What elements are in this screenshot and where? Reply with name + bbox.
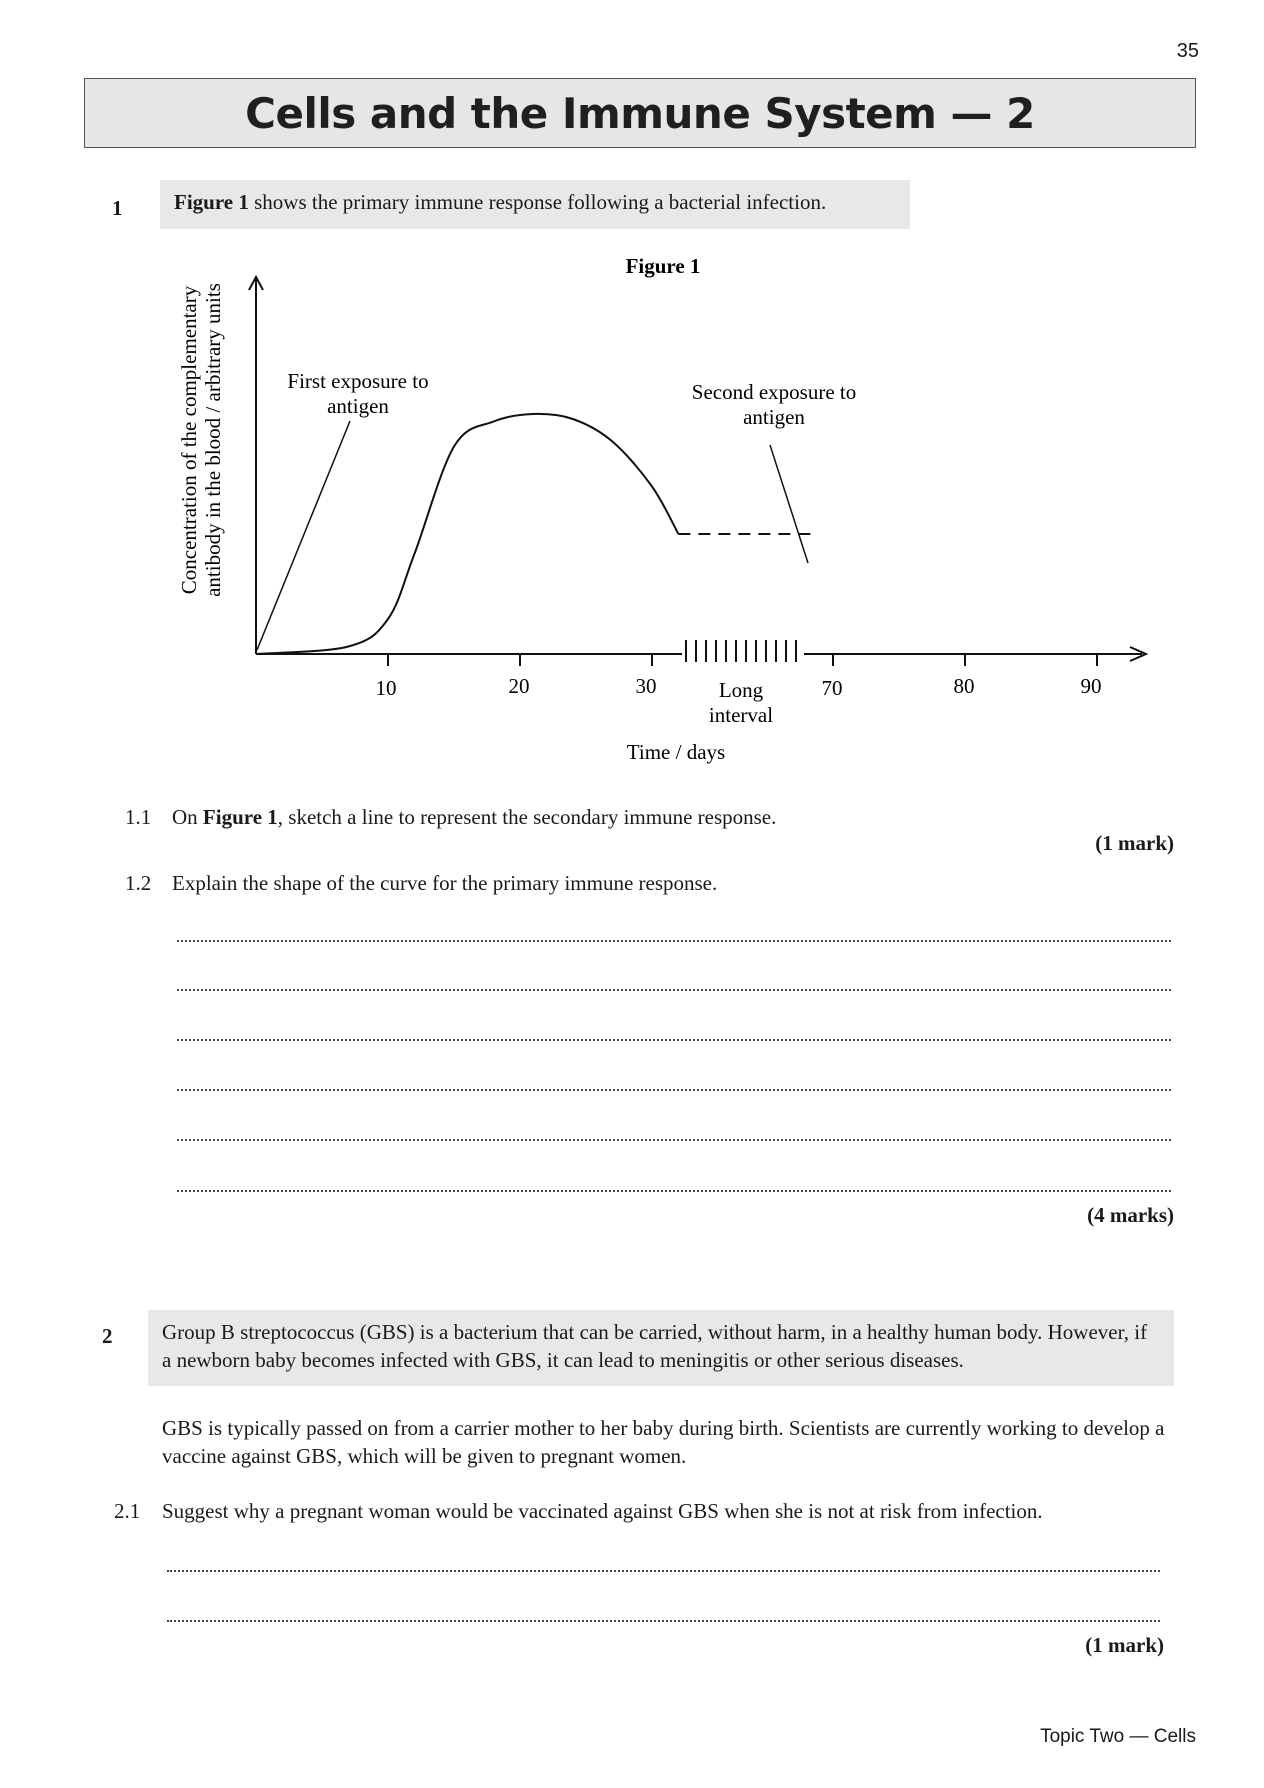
answer-line[interactable]	[177, 940, 1171, 942]
y-axis-label-line2: antibody in the blood / arbitrary units	[201, 283, 225, 597]
question-2-1-marks: (1 mark)	[1085, 1633, 1164, 1657]
gap-label-line2: interval	[708, 703, 774, 727]
answer-line[interactable]	[177, 1190, 1171, 1192]
question-2-1-text: Suggest why a pregnant woman would be vaccinated against GBS when she is not at risk from infection.	[162, 1499, 1043, 1523]
question-1-2-marks: (4 marks)	[1087, 1203, 1174, 1227]
annotation-first-exposure-line2: antigen	[327, 394, 389, 418]
axis-break-marks	[686, 640, 796, 662]
chart-title: Figure 1	[625, 254, 701, 278]
x-tick-label: 80	[953, 674, 975, 698]
answer-line[interactable]	[177, 1039, 1171, 1041]
title-banner	[84, 78, 1196, 148]
question-1-1-text: On Figure 1, sketch a line to represent the secondary immune response.	[172, 805, 777, 829]
question-2-1-number: 2.1	[114, 1499, 141, 1523]
annotation-second-exposure-line2: antigen	[743, 405, 805, 429]
question-2-paragraph: GBS is typically passed on from a carrier mother to her baby during birth. Scientists are currently working to develop a vaccine against GBS, which will be given to pregnant women.	[162, 1416, 1165, 1468]
annotation-first-exposure-line1: First exposure to	[287, 369, 429, 393]
x-tick-label: 10	[375, 676, 397, 700]
annotation-second-pointer	[770, 445, 808, 563]
x-axis-ticks	[388, 654, 1097, 666]
figure-ref: Figure 1	[174, 190, 249, 214]
question-1-number: 1	[112, 196, 123, 220]
annotation-first-pointer	[257, 421, 350, 650]
figure-1-chart	[0, 230, 1264, 790]
answer-line[interactable]	[177, 989, 1171, 991]
question-1-intro-text: shows the primary immune response following a bacterial infection.	[248, 190, 827, 214]
question-2-number: 2	[102, 1324, 113, 1348]
primary-response-line	[256, 414, 678, 654]
answer-line[interactable]	[177, 1139, 1171, 1141]
x-tick-label: 70	[821, 676, 843, 700]
question-1-1-number: 1.1	[125, 805, 152, 829]
answer-line[interactable]	[167, 1620, 1160, 1622]
annotation-second-exposure-line1: Second exposure to	[691, 380, 857, 404]
answer-line[interactable]	[167, 1570, 1160, 1572]
page-number: 35	[1176, 40, 1199, 62]
question-2-intro: Group B streptococcus (GBS) is a bacterium that can be carried, without harm, in a healthy human body. However, if a newborn baby becomes infected with GBS, it can lead to meningitis or other serious diseases.	[148, 1310, 1174, 1386]
question-1-1-marks: (1 mark)	[1095, 831, 1174, 855]
x-tick-label: 90	[1080, 674, 1102, 698]
answer-line[interactable]	[177, 1089, 1171, 1091]
page-title: Cells and the Immune System — 2	[245, 88, 1035, 138]
x-axis-label: Time / days	[626, 740, 726, 764]
x-tick-label: 30	[635, 674, 657, 698]
question-1-intro	[160, 180, 910, 229]
x-tick-label: 20	[508, 674, 530, 698]
question-1-2-number: 1.2	[125, 871, 152, 895]
question-1-2-text: Explain the shape of the curve for the primary immune response.	[172, 871, 718, 895]
gap-label-line1: Long	[718, 678, 764, 702]
y-axis-label-line1: Concentration of the complementary	[177, 285, 201, 595]
footer-topic: Topic Two — Cells	[1040, 1726, 1196, 1747]
